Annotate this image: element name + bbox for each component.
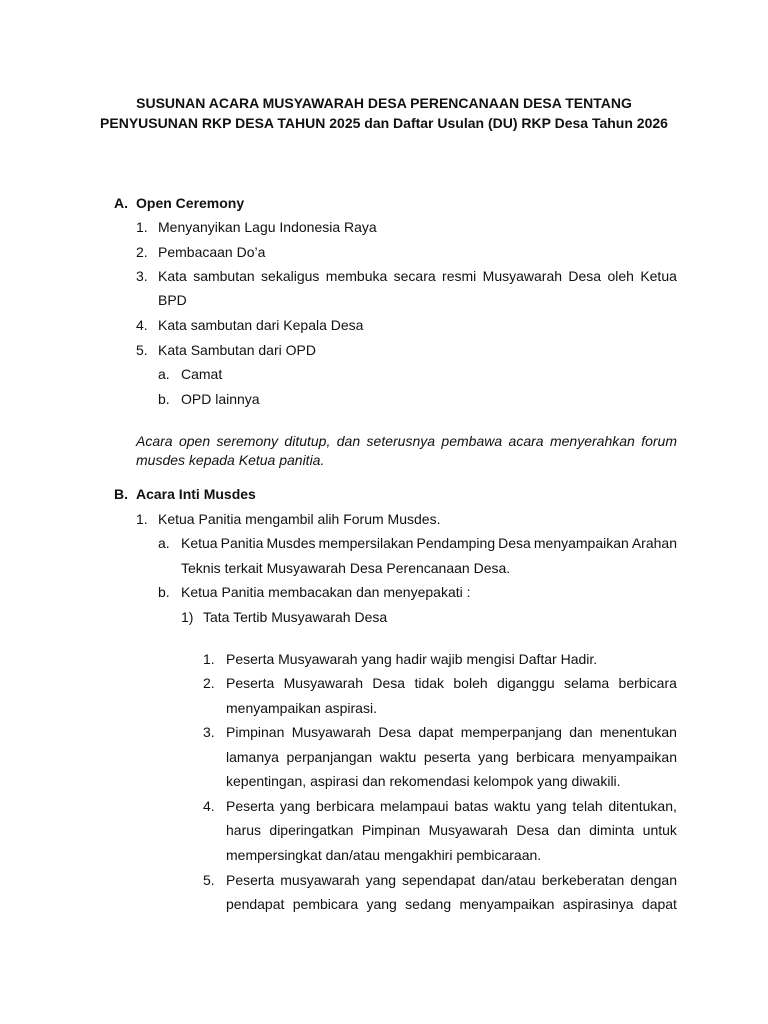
closing-note-line: Acara open seremony ditutup, dan seterusnya pembawa acara menyerahkan forum bbox=[136, 433, 677, 449]
nested-item-text: Tata Tertib Musyawarah Desa bbox=[203, 609, 388, 625]
list-item-text-line: BPD bbox=[158, 292, 187, 308]
section-b-marker: B. bbox=[114, 486, 128, 502]
list-item-number: 3. bbox=[136, 268, 148, 284]
sublist-item-text-line: Ketua Panitia Musdes mempersilakan Pendamping Desa menyampaikan Arahan bbox=[181, 535, 677, 551]
rule-text-line: pendapat pembicara yang sedang menyampaikan aspirasinya dapat bbox=[226, 896, 677, 912]
list-item-number: 5. bbox=[136, 342, 148, 358]
rule-text-line: Peserta yang berbicara melampaui batas waktu yang telah ditentukan, bbox=[226, 798, 677, 814]
rule-text-line: Peserta musyawarah yang sependapat dan/atau berkeberatan dengan bbox=[226, 872, 677, 888]
list-item-number: 4. bbox=[136, 317, 148, 333]
rule-number: 2. bbox=[203, 675, 215, 691]
rule-text-line: Peserta Musyawarah Desa tidak boleh diganggu selama berbicara bbox=[226, 675, 677, 691]
sublist-item-marker: b. bbox=[158, 584, 170, 600]
list-item-text: Ketua Panitia mengambil alih Forum Musdes. bbox=[158, 511, 441, 527]
rule-number: 1. bbox=[203, 651, 215, 667]
section-a-heading: Open Ceremony bbox=[136, 195, 245, 211]
list-item-text: Kata Sambutan dari OPD bbox=[158, 342, 316, 358]
section-b-heading: Acara Inti Musdes bbox=[136, 486, 256, 502]
rule-number: 4. bbox=[203, 798, 215, 814]
sublist-item-text-line: Teknis terkait Musyawarah Desa Perencanaan Desa. bbox=[181, 560, 511, 576]
sublist-item-text: Camat bbox=[181, 366, 223, 382]
document-title bbox=[80, 93, 688, 133]
section-a-marker: A. bbox=[114, 195, 128, 211]
rule-number: 5. bbox=[203, 872, 215, 888]
nested-item-marker: 1) bbox=[181, 609, 194, 625]
list-item-text: Menyanyikan Lagu Indonesia Raya bbox=[158, 219, 377, 235]
title-line-2: PENYUSUNAN RKP DESA TAHUN 2025 dan Daftar Usulan (DU) RKP Desa Tahun 2026 bbox=[100, 115, 668, 131]
sublist-item-marker: a. bbox=[158, 366, 170, 382]
rule-text-line: lamanya perpanjangan waktu peserta yang berbicara menyampaikan bbox=[226, 749, 677, 765]
rule-text-line: Peserta Musyawarah yang hadir wajib mengisi Daftar Hadir. bbox=[226, 651, 598, 667]
rule-text-line: harus diperingatkan Pimpinan Musyawarah Desa dan diminta untuk bbox=[226, 822, 677, 838]
rule-number: 3. bbox=[203, 724, 215, 740]
list-item-text-line: Kata sambutan sekaligus membuka secara resmi Musyawarah Desa oleh Ketua bbox=[158, 268, 677, 284]
list-item-text: Kata sambutan dari Kepala Desa bbox=[158, 317, 364, 333]
list-item-number: 2. bbox=[136, 244, 148, 260]
title-line-1: SUSUNAN ACARA MUSYAWARAH DESA PERENCANAAN DESA TENTANG bbox=[136, 95, 632, 111]
sublist-item-marker: b. bbox=[158, 391, 170, 407]
rule-text-line: menyampaikan aspirasi. bbox=[226, 700, 377, 716]
sublist-item-marker: a. bbox=[158, 535, 170, 551]
list-item-text: Pembacaan Do’a bbox=[158, 244, 266, 260]
rule-text-line: kepentingan, aspirasi dan rekomendasi kelompok yang diwakili. bbox=[226, 773, 621, 789]
rule-text-line: mempersingkat dan/atau mengakhiri pembicaraan. bbox=[226, 847, 542, 863]
list-item-number: 1. bbox=[136, 511, 148, 527]
closing-note-line: musdes kepada Ketua panitia. bbox=[136, 452, 325, 468]
sublist-item-text: OPD lainnya bbox=[181, 391, 260, 407]
list-item-number: 1. bbox=[136, 219, 148, 235]
sublist-item-text: Ketua Panitia membacakan dan menyepakati : bbox=[181, 584, 471, 600]
rule-text-line: Pimpinan Musyawarah Desa dapat memperpanjang dan menentukan bbox=[226, 724, 677, 740]
